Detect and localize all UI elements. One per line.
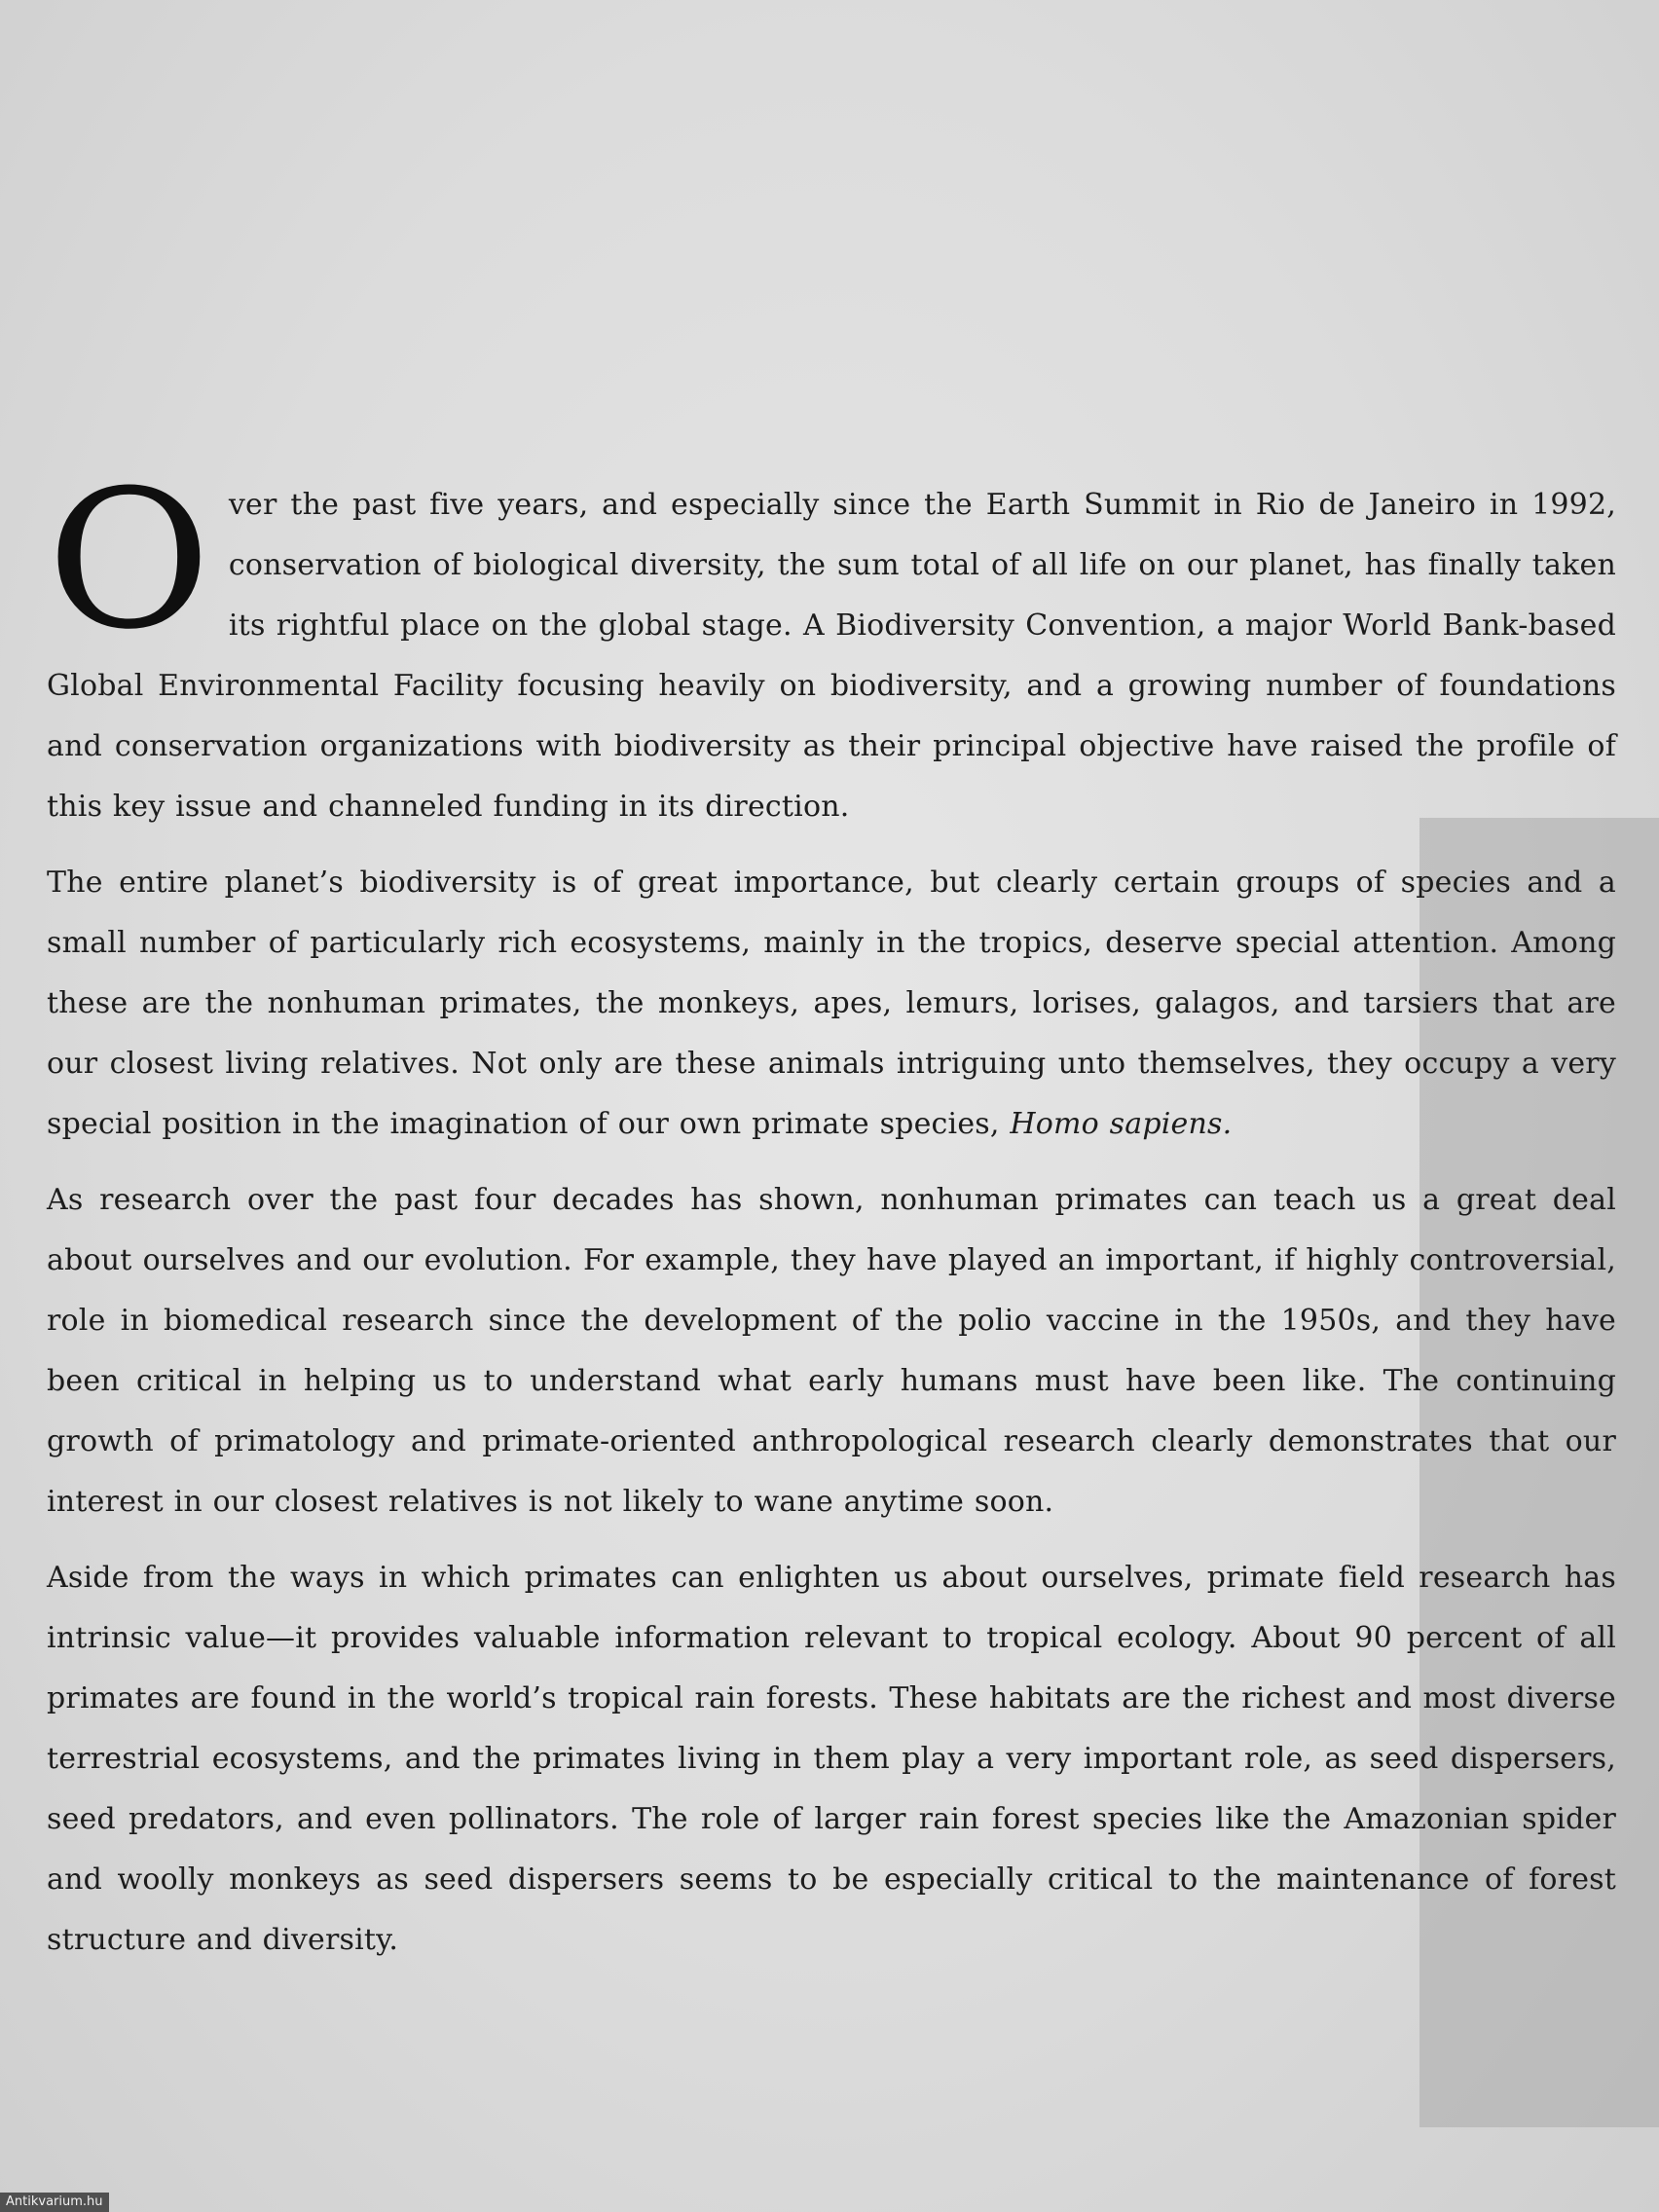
watermark-label: Antikvarium.hu bbox=[0, 2193, 109, 2212]
paragraph-1 bbox=[47, 450, 1616, 837]
paragraph-2-text: The entire planet’s biodiversity is of great importance, but clearly certain groups of species and a small number of particularly rich ecosystems, mainly in the tropics, deserve special attention. Among these are the nonhuman primates, the monkeys, apes, lemurs, lorises, galagos, and tarsiers that are our closest living relatives. Not only are these animals intriguing unto themselves, they occupy a very special position in the imagination of our own primate species, bbox=[47, 866, 1616, 1141]
drop-cap: O bbox=[47, 450, 211, 672]
paragraph-3: As research over the past four decades has shown, nonhuman primates can teach us a great deal about ourselves and our evolution. For example, they have played an important, if highly controversial, role in biomedical research since the development of the polio vaccine in the 1950s, and they have been critical in helping us to understand what early humans must have been like. The continuing growth of primatology and primate-oriented anthropological research clearly demonstrates that our interest in our closest relatives is not likely to wane anytime soon. bbox=[47, 1183, 1616, 1519]
paragraph-2 bbox=[47, 853, 1616, 1155]
article-body bbox=[47, 450, 1616, 1971]
paragraph-1-text: ver the past five years, and especially since the Earth Summit in Rio de Janeiro in 1992, conservation of biological diversity, the sum total of all life on our planet, has finally taken its rightful place on the global stage. A Biodiversity Convention, a major World Bank-based Global Environmental Facility focusing heavily on biodiversity, and a growing number of foundations and conservation organizations with biodiversity as their principal objective have raised the profile of this key issue and channeled funding in its direction. bbox=[47, 488, 1616, 824]
species-name: Homo sapiens. bbox=[1010, 1107, 1233, 1141]
paragraph-4: Aside from the ways in which primates can enlighten us about ourselves, primate field research has intrinsic value—it provides valuable information relevant to tropical ecology. About 90 percent of all primates are found in the world’s tropical rain forests. These habitats are the richest and most diverse terrestrial ecosystems, and the primates living in them play a very important role, as seed dispersers, seed predators, and even pollinators. The role of larger rain forest species like the Amazonian spider and woolly monkeys as seed dispersers seems to be especially critical to the maintenance of forest structure and diversity. bbox=[47, 1561, 1616, 1957]
